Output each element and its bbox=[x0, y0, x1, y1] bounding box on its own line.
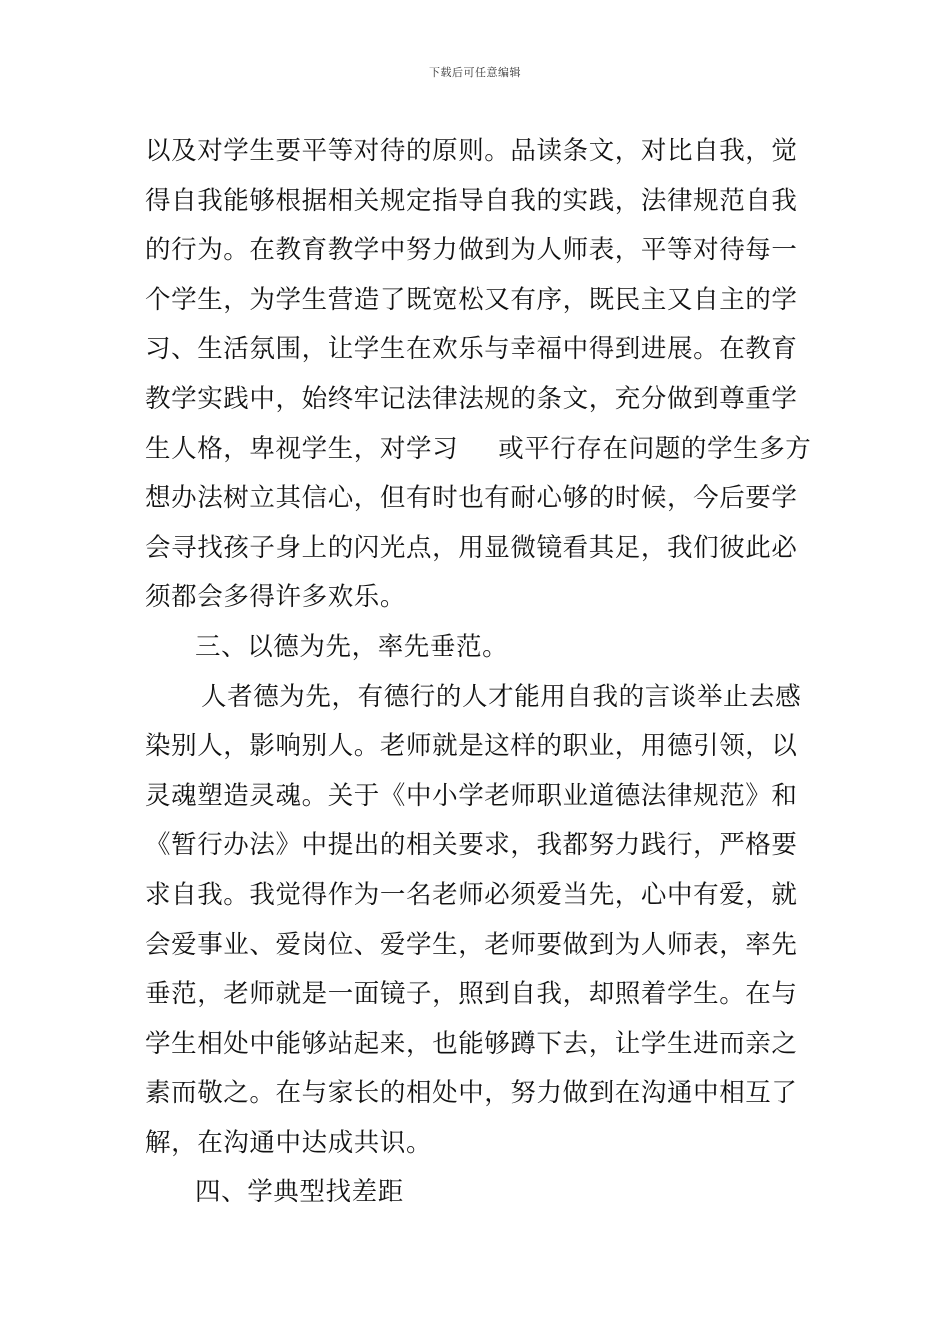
text-line: 素而敬之。在与家长的相处中，努力做到在沟通中相互了 bbox=[145, 1078, 798, 1109]
text-line: 解，在沟通中达成共识。 bbox=[145, 1127, 433, 1158]
section-heading: 三、以德为先，率先垂范。 bbox=[195, 631, 509, 662]
text-line: 的行为。在教育教学中努力做到为人师表，平等对待每一 bbox=[145, 235, 798, 266]
text-line: 以及对学生要平等对待的原则。品读条文，对比自我，觉 bbox=[145, 136, 798, 166]
text-line: 习、生活氛围，让学生在欢乐与幸福中得到进展。在教育 bbox=[145, 334, 798, 365]
text-line: 学生相处中能够站起来，也能够蹲下去，让学生进而亲之 bbox=[145, 1028, 798, 1059]
page-header-note: 下载后可任意编辑 bbox=[429, 66, 521, 79]
section-heading: 四、学典型找差距 bbox=[195, 1177, 404, 1208]
text-line: 求自我。我觉得作为一名老师必须爱当先，心中有爱，就 bbox=[145, 879, 798, 910]
text-line: 得自我能够根据相关规定指导自我的实践，法律规范自我 bbox=[145, 185, 798, 216]
text-line: 想办法树立其信心，但有时也有耐心够的时候，今后要学 bbox=[145, 483, 798, 514]
text-line: 个学生，为学生营造了既宽松又有序，既民主又自主的学 bbox=[145, 284, 798, 315]
text-line: 须都会多得许多欢乐。 bbox=[145, 582, 407, 613]
text-line: 教学实践中，始终牢记法律法规的条文，充分做到尊重学 bbox=[145, 383, 798, 414]
text-line: 染别人，影响别人。老师就是这样的职业，用德引领，以 bbox=[145, 731, 798, 762]
text-line: 会寻找孩子身上的闪光点，用显微镜看其足，我们彼此必 bbox=[145, 532, 798, 563]
text-segment: 生人格，卑视学生，对学习 bbox=[145, 433, 459, 464]
text-line-with-gap bbox=[145, 425, 810, 475]
text-line: 《暂行办法》中提出的相关要求，我都努力践行，严格要 bbox=[145, 830, 798, 861]
text-line: 灵魂塑造灵魂。关于《中小学老师职业道德法律规范》和 bbox=[145, 780, 798, 811]
text-line: 会爱事业、爱岗位、爱学生，老师要做到为人师表，率先 bbox=[145, 929, 798, 960]
paragraph-first-line: 人者德为先，有德行的人才能用自我的言谈举止去感 bbox=[201, 681, 802, 712]
text-segment: 或平行存在问题的学生多方 bbox=[498, 433, 812, 464]
document-body bbox=[145, 127, 810, 1218]
text-line: 垂范，老师就是一面镜子，照到自我，却照着学生。在与 bbox=[145, 979, 798, 1010]
